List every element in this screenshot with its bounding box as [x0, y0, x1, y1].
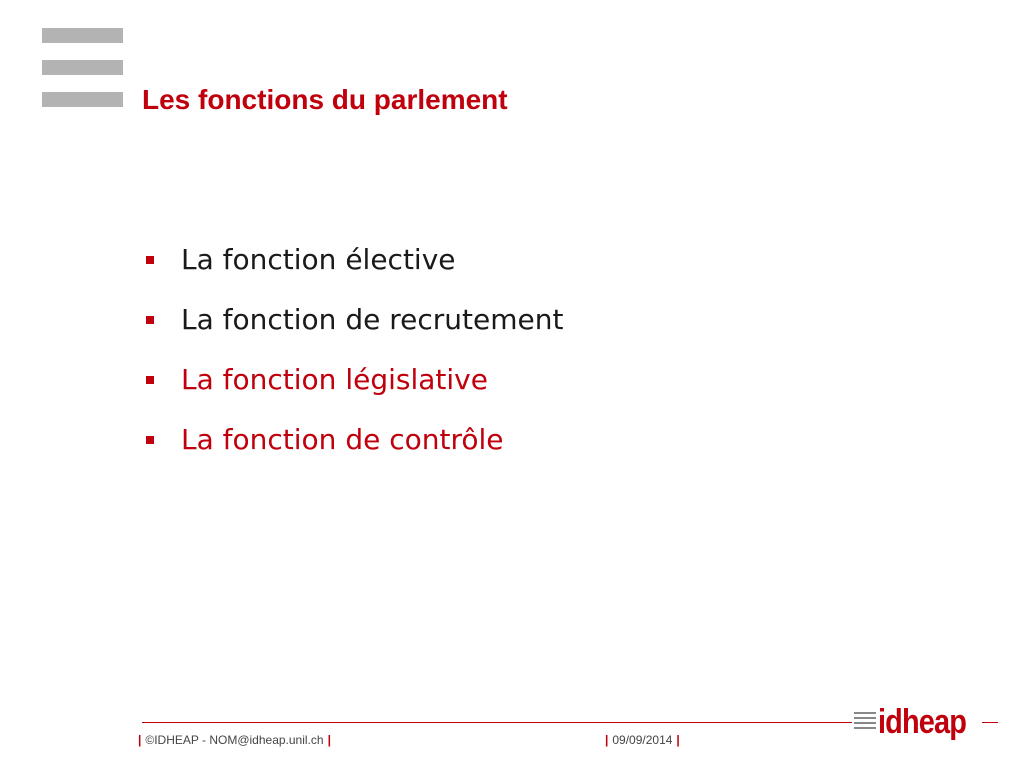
bullet-item [142, 290, 563, 350]
bullet-text: La fonction élective [181, 243, 456, 276]
decorative-bar [42, 28, 123, 43]
idheap-logo [852, 700, 982, 750]
footer-separator: | [138, 733, 142, 747]
square-bullet-icon [146, 316, 154, 324]
footer-separator: | [327, 733, 331, 747]
logo-line [854, 727, 876, 729]
logo-line [854, 712, 876, 714]
decorative-bar [42, 92, 123, 107]
square-bullet-icon [146, 256, 154, 264]
bullet-list [142, 230, 563, 470]
bullet-item [142, 350, 563, 410]
logo-line [854, 717, 876, 719]
footer-separator: | [605, 733, 609, 747]
logo-text: idheap [878, 703, 967, 741]
square-bullet-icon [146, 376, 154, 384]
footer-date [605, 733, 680, 747]
square-bullet-icon [146, 436, 154, 444]
footer-copyright-text: ©IDHEAP - NOM@idheap.unil.ch [145, 733, 324, 747]
bullet-item [142, 230, 563, 290]
footer-separator: | [676, 733, 680, 747]
bullet-item [142, 410, 563, 470]
footer-copyright [138, 733, 331, 747]
decorative-bar [42, 60, 123, 75]
footer-date-text: 09/09/2014 [612, 733, 673, 747]
bullet-text: La fonction de contrôle [181, 423, 504, 456]
bullet-text: La fonction de recrutement [181, 303, 564, 336]
slide-title: Les fonctions du parlement [142, 84, 508, 115]
bullet-text: La fonction législative [181, 363, 488, 396]
logo-line [854, 722, 876, 724]
